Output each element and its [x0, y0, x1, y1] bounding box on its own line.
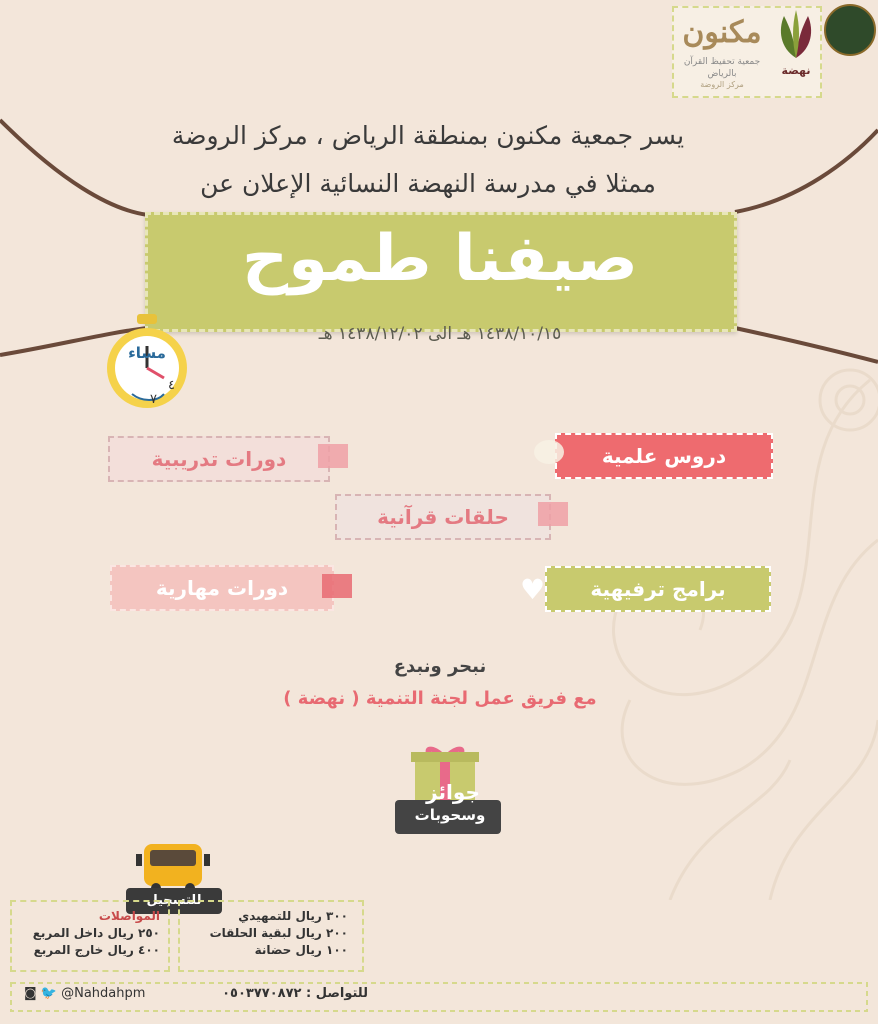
tape-decoration [534, 440, 564, 464]
banner-title: صيفنا طموح [242, 222, 638, 296]
program-tag-recreational-programs: برامج ترفيهية [545, 566, 771, 612]
transport-title: المواصلات [98, 909, 160, 923]
program-tag-skill-courses: دورات مهارية [110, 565, 334, 611]
nahda-logo-label: نهضة [781, 64, 811, 77]
tape-decoration [322, 574, 352, 598]
contact-phone: للتواصل : ٠٥٠٣٧٧٠٨٧٢ [222, 986, 368, 1001]
nahda-leaf-icon [774, 8, 818, 64]
transport-outside: ٤٠٠ ريال خارج المربع [33, 943, 160, 957]
social-handle-row [24, 986, 145, 1001]
slogan-line-1: نبحر ونبدع [393, 656, 487, 677]
headline-line-1: يسر جمعية مكنون بمنطقة الرياض ، مركز الروضة [171, 121, 685, 150]
tape-decoration [318, 444, 348, 468]
clock-start-hour: ٤ [168, 378, 175, 393]
school-bus-icon [136, 840, 210, 894]
program-tag-training-courses: دورات تدريبية [108, 436, 330, 482]
fee-circles: ٢٠٠ ريال لبقية الحلقات [209, 926, 348, 940]
clock-label: مساء [128, 344, 166, 362]
prizes-line-2: وسحوبات [414, 806, 486, 824]
fee-nursery: ١٠٠ ريال حضانة [254, 943, 348, 957]
school-emblem-logo [824, 4, 876, 56]
banner-dates: ١٤٣٨/١٠/١٥ هـ الى ١٤٣٨/١٢/٠٢ هـ [318, 324, 562, 344]
fees-list [190, 908, 348, 959]
nahda-logo [772, 8, 820, 86]
program-tag-scientific-lessons: دروس علمية [555, 433, 773, 479]
registration-label: للتسجيل [126, 888, 222, 914]
social-handle: @Nahdahpm [61, 986, 146, 1001]
transport-inside: ٢٥٠ ريال داخل المربع [32, 926, 160, 940]
twitter-icon: 🐦 [40, 986, 57, 1001]
tape-decoration [538, 502, 568, 526]
slogan-line-2: مع فريق عمل لجنة التنمية ( نهضة ) [283, 688, 597, 709]
maknoon-logo-name: جمعية تحفيظ القرآن بالرياض [683, 57, 761, 79]
heart-icon: ♥ [520, 573, 546, 606]
clock-end-hour: ٧ [150, 392, 157, 407]
clock-icon [102, 312, 192, 412]
headline-line-2: ممثلا في مدرسة النهضة النسائية الإعلان عن [200, 169, 656, 198]
instagram-icon: ◙ [24, 986, 37, 1001]
maknoon-logo-mark: مكنون [682, 15, 762, 50]
fee-preschool: ٣٠٠ ريال للتمهيدي [238, 909, 348, 923]
floral-swirl-decoration [470, 340, 878, 900]
transport-list [18, 908, 160, 959]
maknoon-logo [676, 10, 768, 90]
prizes-line-1: جوائز [426, 780, 480, 804]
maknoon-logo-branch: مركز الروضة [700, 80, 744, 89]
announcement-headline [108, 112, 748, 208]
program-tag-quran-circles: حلقات قرآنية [335, 494, 551, 540]
